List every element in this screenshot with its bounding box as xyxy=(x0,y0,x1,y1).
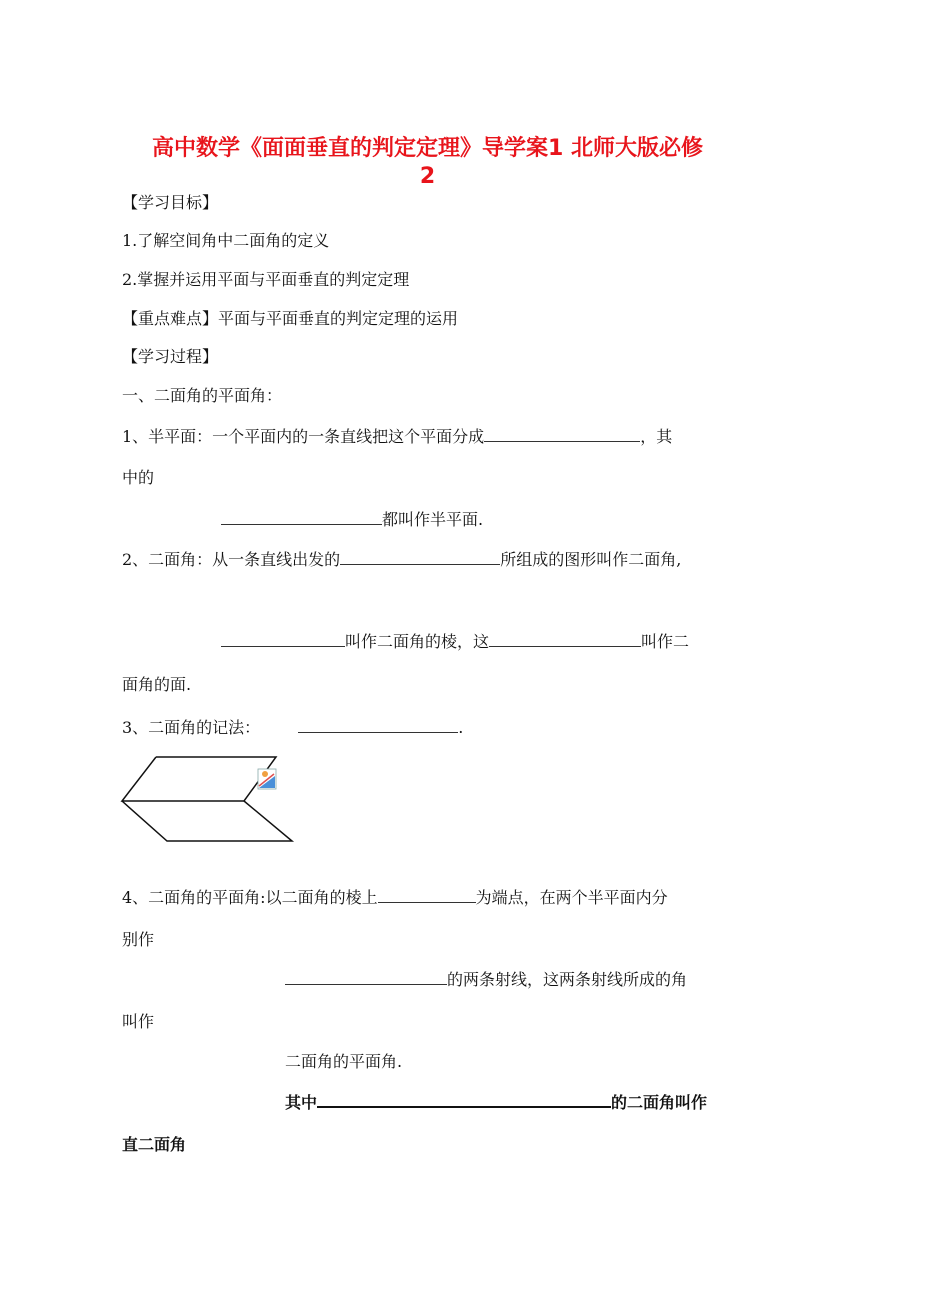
question-2-line-3: 面角的面. xyxy=(122,675,192,694)
question-1-line-3 xyxy=(221,508,483,530)
question-4-line-5: 二面角的平面角. xyxy=(285,1052,403,1071)
question-2-text-suffix: 所组成的图形叫作二面角, xyxy=(500,550,682,569)
section-heading: 一、二面角的平面角： xyxy=(122,386,283,405)
question-3-period: . xyxy=(458,718,464,737)
question-3-line xyxy=(122,716,463,738)
right-dihedral-line-1 xyxy=(285,1090,707,1113)
question-4-text-mid: 的两条射线，这两条射线所成的角 xyxy=(447,970,688,989)
question-4-line-3 xyxy=(285,968,687,990)
right-dihedral-text-suffix: 的二面角叫作 xyxy=(611,1093,708,1112)
question-3-text: 3、二面角的记法： xyxy=(122,718,261,737)
question-4-line-1 xyxy=(122,886,668,908)
question-2-text: 2、二面角：从一条直线出发的 xyxy=(122,550,341,569)
question-2-line-2 xyxy=(221,630,689,652)
question-1-text-end: 都叫作半平面. xyxy=(382,510,484,529)
question-1-text-suffix: ，其 xyxy=(640,427,673,446)
objective-item-2: 2.掌握并运用平面与平面垂直的判定定理 xyxy=(122,270,410,289)
answer-blank[interactable] xyxy=(221,508,382,525)
right-dihedral-text: 其中 xyxy=(285,1093,318,1112)
objective-item-1: 1.了解空间角中二面角的定义 xyxy=(122,231,330,250)
answer-blank[interactable] xyxy=(489,630,641,647)
answer-blank[interactable] xyxy=(298,716,458,733)
question-4-line-4: 叫作 xyxy=(122,1012,155,1031)
question-1-line-1 xyxy=(122,425,672,447)
broken-image-icon xyxy=(258,769,276,789)
objectives-heading: 【学习目标】 xyxy=(122,193,219,212)
question-2-text-mid: 叫作二面角的棱，这 xyxy=(345,632,490,651)
dihedral-angle-diagram xyxy=(118,752,298,844)
question-1-text: 1、半平面：一个平面内的一条直线把这个平面分成 xyxy=(122,427,485,446)
document-title-line2: 2 xyxy=(419,164,436,189)
lower-half-plane xyxy=(122,801,292,841)
answer-blank[interactable] xyxy=(221,630,345,647)
answer-blank[interactable] xyxy=(484,425,640,442)
document-title-line1: 高中数学《面面垂直的判定定理》导学案1 北师大版必修 xyxy=(152,136,703,161)
upper-half-plane xyxy=(122,757,276,801)
question-4-text-suffix: 为端点，在两个半平面内分 xyxy=(475,888,668,907)
key-points: 【重点难点】平面与平面垂直的判定定理的运用 xyxy=(122,309,459,328)
answer-blank[interactable] xyxy=(378,886,476,903)
answer-blank[interactable] xyxy=(340,548,500,565)
answer-blank[interactable] xyxy=(285,968,447,985)
process-heading: 【学习过程】 xyxy=(122,347,219,366)
right-dihedral-line-2: 直二面角 xyxy=(122,1135,187,1154)
question-4-text: 4、二面角的平面角:以二面角的棱上 xyxy=(122,888,378,907)
answer-blank[interactable] xyxy=(317,1090,611,1108)
question-4-line-2: 别作 xyxy=(122,930,155,949)
question-2-line-1 xyxy=(122,548,681,570)
question-2-text-end: 叫作二 xyxy=(641,632,690,651)
question-1-line-2: 中的 xyxy=(122,468,155,487)
